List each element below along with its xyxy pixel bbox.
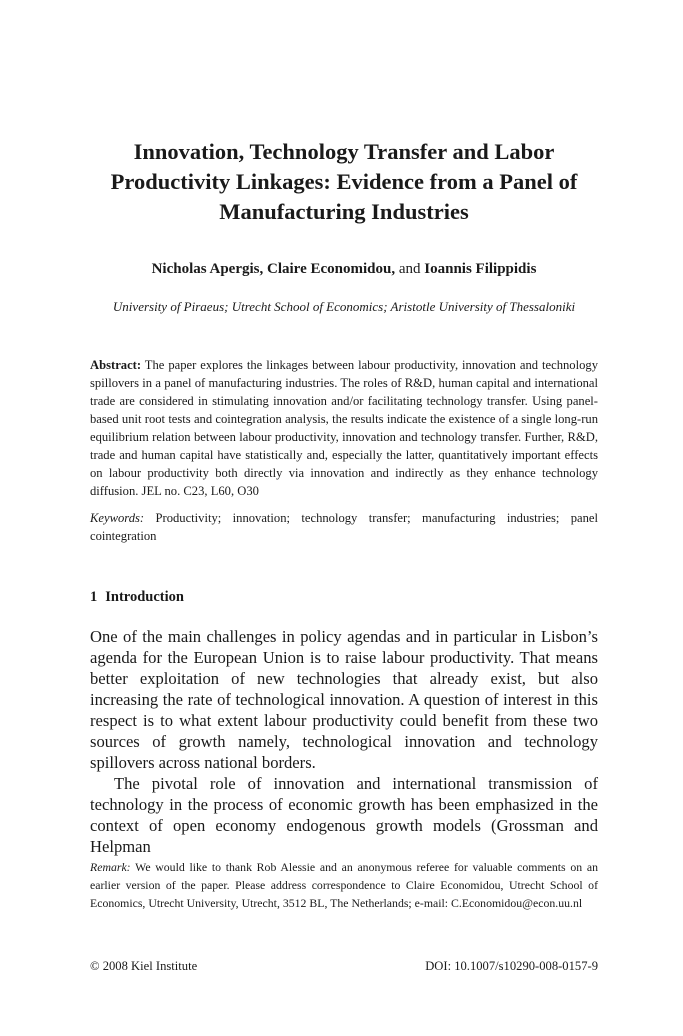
remark-text: We would like to thank Rob Alessie and an anonymous referee for valuable comments on an earlier version of the paper. Please address correspondence to Claire Economidou, Utrecht School of Economics, Utrecht University, Utrecht, 3512 BL, The Netherlands; e-mail: C.Economidou@econ.uu.nl (90, 860, 598, 910)
body-text (90, 626, 598, 857)
abstract-label: Abstract: (90, 358, 142, 372)
abstract (90, 356, 598, 500)
abstract-text: The paper explores the linkages between labour productivity, innovation and technology spillovers in a panel of manufacturing industries. The roles of R&D, human capital and international trade are considered in stimulating innovation and/or facilitating technology transfer. Using panel-based unit root tests and cointegration analysis, the results indicate the existence of a single long-run equilibrium relation between labour productivity, innovation and technology transfer. Further, R&D, trade and human capital have statistically and, especially the latter, quantitatively important effects on labour productivity both directly via innovation and indirectly as they enhance technology diffusion. JEL no. C23, L60, O30 (90, 358, 598, 498)
author-name: Nicholas Apergis, (151, 261, 264, 277)
section-heading (90, 587, 598, 607)
section-title: Introduction (105, 589, 184, 605)
copyright-notice: © 2008 Kiel Institute (90, 959, 198, 973)
body-paragraph: The pivotal role of innovation and international transmission of technology in the process of economic growth has been emphasized in the context of open economy endogenous growth models (Grossman and Helpman (90, 774, 598, 856)
affiliation: University of Piraeus; Utrecht School of Economics; Aristotle University of Thessaloniki (112, 299, 576, 314)
author-list (90, 259, 598, 279)
paper-title: Innovation, Technology Transfer and Labor Productivity Linkages: Evidence from a Panel of Manufacturing Industries (110, 139, 578, 224)
author-name: Ioannis Filippidis (424, 261, 537, 277)
keywords (90, 509, 598, 545)
remark-footnote (90, 858, 598, 912)
body-paragraph: One of the main challenges in policy agendas and in particular in Lisbon’s agenda for the European Union is to raise labour productivity. That means better exploitation of new technologies that already exist, but also increasing the rate of technological innovation. A question of interest in this respect is to what extent labour productivity could benefit from these two sources of growth namely, technological innovation and technology spillovers across national borders. (90, 627, 598, 772)
keywords-text: Productivity; innovation; technology transfer; manufacturing industries; panel cointegration (90, 511, 598, 543)
section-number: 1 (90, 589, 98, 605)
remark-label: Remark: (90, 860, 131, 874)
doi-link[interactable]: DOI: 10.1007/s10290-008-0157-9 (425, 959, 598, 973)
keywords-label: Keywords: (90, 511, 145, 525)
author-name: Claire Economidou, (267, 261, 396, 277)
author-conjunction: and (398, 261, 421, 277)
